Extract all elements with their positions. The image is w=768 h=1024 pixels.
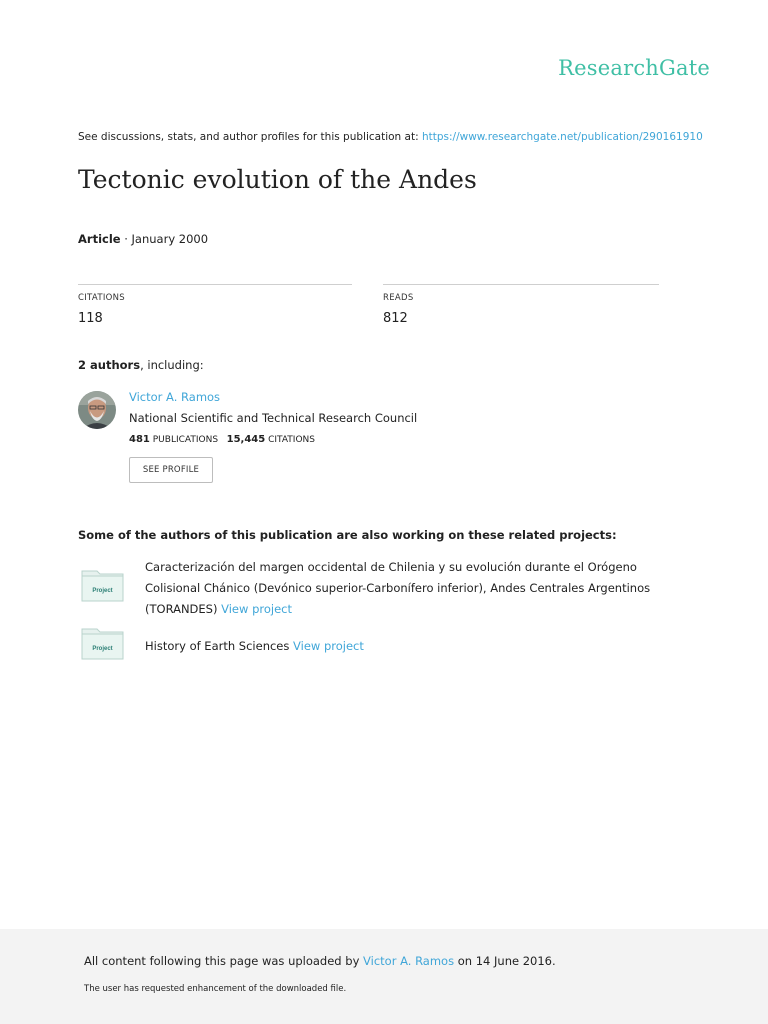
publication-url-link[interactable]: https://www.researchgate.net/publication/290161910 bbox=[421, 131, 703, 143]
project-2-title: History of Earth Sciences bbox=[145, 639, 290, 653]
project-icon-label-2: Project bbox=[92, 646, 113, 652]
publication-date: · January 2000 bbox=[120, 232, 209, 246]
discussion-line bbox=[78, 131, 703, 143]
authors-count: 2 authors bbox=[78, 358, 141, 372]
footer-note: The user has requested enhancement of the downloaded file. bbox=[84, 984, 347, 994]
project-2-view-link[interactable]: View project bbox=[293, 639, 364, 653]
reads-stat bbox=[383, 284, 659, 326]
author-publications-count: 481 bbox=[129, 434, 150, 445]
author-institution: National Scientific and Technical Research Council bbox=[129, 411, 418, 425]
citations-value: 118 bbox=[78, 311, 103, 326]
authors-suffix: , including: bbox=[140, 358, 204, 372]
citations-stat bbox=[78, 284, 352, 326]
footer-upload-line bbox=[84, 954, 556, 968]
citations-label: CITATIONS bbox=[78, 293, 125, 303]
project-item-2 bbox=[145, 636, 675, 657]
project-1-title: Caracterización del margen occidental de Chilenia y su evolución durante el Orógeno Colisional Chánico (Devónico superior-Carbonífero inferior), Andes Centrales Argentinos (TORANDES) bbox=[145, 560, 651, 616]
project-item-1 bbox=[145, 557, 675, 620]
author-name-link[interactable]: Victor A. Ramos bbox=[129, 390, 221, 404]
project-icon-label-1: Project bbox=[92, 588, 113, 594]
uploader-link[interactable]: Victor A. Ramos bbox=[363, 954, 455, 968]
upload-suffix: on 14 June 2016. bbox=[457, 954, 556, 968]
reads-label: READS bbox=[383, 293, 414, 303]
related-projects-heading: Some of the authors of this publication are also working on these related projects: bbox=[78, 528, 617, 542]
author-citations-count: 15,445 bbox=[226, 434, 266, 445]
project-1-view-link[interactable]: View project bbox=[221, 602, 292, 616]
author-citations-label: CITATIONS bbox=[268, 435, 315, 445]
discussion-text: See discussions, stats, and author profiles for this publication at: bbox=[78, 131, 419, 143]
author-avatar[interactable] bbox=[78, 391, 116, 429]
author-stats bbox=[129, 434, 315, 445]
publication-title: Tectonic evolution of the Andes bbox=[78, 165, 477, 194]
author-publications-label: PUBLICATIONS bbox=[152, 435, 219, 445]
authors-heading bbox=[78, 358, 204, 372]
reads-value: 812 bbox=[383, 311, 408, 326]
project-folder-icon[interactable] bbox=[81, 626, 124, 660]
upload-prefix: All content following this page was uploaded by bbox=[84, 954, 360, 968]
project-folder-icon[interactable] bbox=[81, 568, 124, 602]
publication-type: Article bbox=[78, 232, 121, 246]
researchgate-logo[interactable]: ResearchGate bbox=[558, 56, 710, 80]
publication-meta bbox=[78, 232, 208, 246]
footer-panel bbox=[0, 929, 768, 1024]
see-profile-button[interactable]: SEE PROFILE bbox=[129, 457, 213, 483]
